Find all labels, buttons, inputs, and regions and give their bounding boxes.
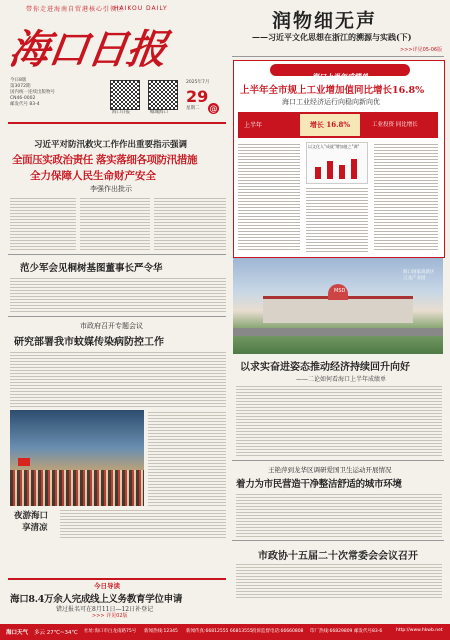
photo-road bbox=[233, 328, 443, 336]
story4-headline: 着力为市民营造干净整洁舒适的城市环境 bbox=[236, 479, 402, 490]
commentary-subhead: ——二论如何看海口上半年成绩单 bbox=[296, 376, 387, 383]
left-lead-body-3 bbox=[154, 196, 226, 250]
left-lead-kicker: 习近平对防汛救灾工作作出重要指示强调 bbox=[34, 140, 188, 150]
footer-complaint-phone: 投诉监督电话:66660808 bbox=[252, 629, 304, 634]
chart-title: 以文化人"成就"增加值之"调" bbox=[308, 144, 360, 149]
story3-body bbox=[10, 350, 226, 408]
date-year-month: 2025年7月 bbox=[186, 80, 210, 85]
footer-news-hotline: 新闻热线:12345 bbox=[144, 629, 178, 634]
photo-flag-icon bbox=[18, 458, 30, 466]
photo-caption: 海口国家高新区 云龙产业园 bbox=[403, 270, 435, 281]
left-lead-subhead: 李强作出批示 bbox=[90, 185, 132, 193]
masthead-logo: 海口日报 bbox=[6, 26, 169, 73]
today-guide-label: 今日导读 bbox=[94, 582, 120, 590]
story2-body bbox=[10, 276, 226, 312]
lead-body-col2 bbox=[306, 186, 368, 252]
top-right-ref: >>>详见05-06版 bbox=[400, 47, 443, 53]
footer-news-fax: 新闻传真:66812555 66813555 bbox=[186, 629, 253, 634]
story5-headline: 市政协十五届二十次常委会会议召开 bbox=[258, 551, 418, 562]
left-lead-body-1 bbox=[10, 196, 76, 250]
stats-panel-label: 上半年 bbox=[244, 122, 263, 129]
photo-sign: MSD bbox=[334, 288, 346, 294]
date-day: 29 bbox=[186, 87, 209, 106]
qr-code-yecheng-haikou[interactable] bbox=[148, 80, 178, 110]
night-tour-photo bbox=[10, 410, 144, 506]
footer-weather-label: 海口天气 bbox=[6, 630, 29, 636]
footer-weather: 多云 27℃~34℃ bbox=[34, 630, 78, 636]
today-guide-ref[interactable]: >>> 详见02版 bbox=[92, 613, 128, 619]
story3-headline: 研究部署我市蚊媒传染病防控工作 bbox=[14, 337, 164, 348]
photo-left-desc bbox=[60, 508, 226, 538]
story2-rule bbox=[8, 316, 226, 317]
today-guide-headline[interactable]: 海口8.4万余人完成线上义务教育学位申请 bbox=[10, 594, 183, 605]
lead-body-col3 bbox=[374, 142, 438, 252]
chart-bar bbox=[339, 165, 345, 179]
footer-website-link[interactable]: http://www.hkwb.net bbox=[396, 628, 443, 633]
story4-rule bbox=[232, 540, 444, 541]
caption-line-2: 享清凉 bbox=[22, 523, 48, 533]
qr-label-2: 椰城海口 bbox=[150, 110, 168, 115]
photo-left-text bbox=[148, 410, 226, 506]
left-lead-headline-1: 全面压实政治责任 落实落细各项防汛措施 bbox=[12, 154, 198, 166]
top-right-subtitle: ——习近平文化思想在浙江的溯源与实践(下) bbox=[252, 32, 412, 42]
masthead-tagline: 带你走进海南自贸港核心引领区 bbox=[26, 6, 125, 13]
chart-bar bbox=[315, 167, 321, 179]
date-weekday: 星期二 bbox=[186, 106, 200, 111]
story2-headline: 范少军会见桐树基图董事长严令华 bbox=[20, 263, 163, 274]
lead-right-subhead: 海口工业经济运行向稳向新向优 bbox=[282, 98, 380, 106]
footer-postal-code: 邮发代号83-6 bbox=[354, 629, 383, 634]
masthead-info: 今日8版 第3072期 国内统一连续出版物号 CN46-0002 邮发代号 83-4 bbox=[10, 78, 55, 107]
chart-box bbox=[306, 142, 368, 184]
series-banner: 海口上半年成绩单 bbox=[270, 64, 410, 76]
stats-panel-value: 增长 16.8% bbox=[300, 114, 360, 136]
qr-label-1: 海口日报 bbox=[112, 110, 130, 115]
photo-left-caption bbox=[14, 510, 48, 534]
qr-code-haikou-daily[interactable] bbox=[110, 80, 140, 110]
masthead-rule bbox=[8, 122, 226, 124]
photo-building bbox=[263, 296, 413, 323]
chart-bar bbox=[327, 161, 333, 179]
commentary-headline: 以求实奋进姿态推动经济持续回升向好 bbox=[240, 362, 410, 373]
lead-right-headline: 上半年全市规上工业增加值同比增长16.8% bbox=[240, 85, 425, 96]
photo-crowd bbox=[10, 470, 144, 506]
chart-bar bbox=[351, 159, 357, 179]
at-icon: @ bbox=[209, 104, 218, 113]
stats-panel-note: 工业投资 同比增长 bbox=[372, 122, 418, 128]
lead-body-col1 bbox=[238, 142, 300, 252]
caption-line-1: 夜游海口 bbox=[14, 511, 49, 521]
today-guide-subhead: 错过报名可在8月11日—12日补登记 bbox=[56, 606, 154, 613]
footer-print-hotline: 印厂热线:66829809 bbox=[310, 629, 353, 634]
masthead-pinyin: HAIKOU DAILY bbox=[114, 5, 168, 12]
commentary-body bbox=[236, 384, 442, 456]
left-lead-rule bbox=[8, 254, 226, 255]
left-lead-body-2 bbox=[80, 196, 150, 250]
story3-kicker: 市政府召开专题会议 bbox=[80, 322, 143, 330]
story5-body bbox=[236, 562, 442, 598]
commentary-rule bbox=[232, 460, 444, 461]
footer-address: 社址:海口市白龙南路75号 bbox=[84, 629, 137, 634]
left-lead-headline-2: 全力保障人民生命财产安全 bbox=[30, 170, 156, 182]
story4-kicker: 王艳萍到龙华区调研爱国卫生运动开展情况 bbox=[268, 466, 392, 474]
top-right-title: 润物细无声 bbox=[272, 10, 378, 32]
top-right-rule bbox=[232, 56, 444, 57]
story4-body bbox=[236, 492, 442, 538]
